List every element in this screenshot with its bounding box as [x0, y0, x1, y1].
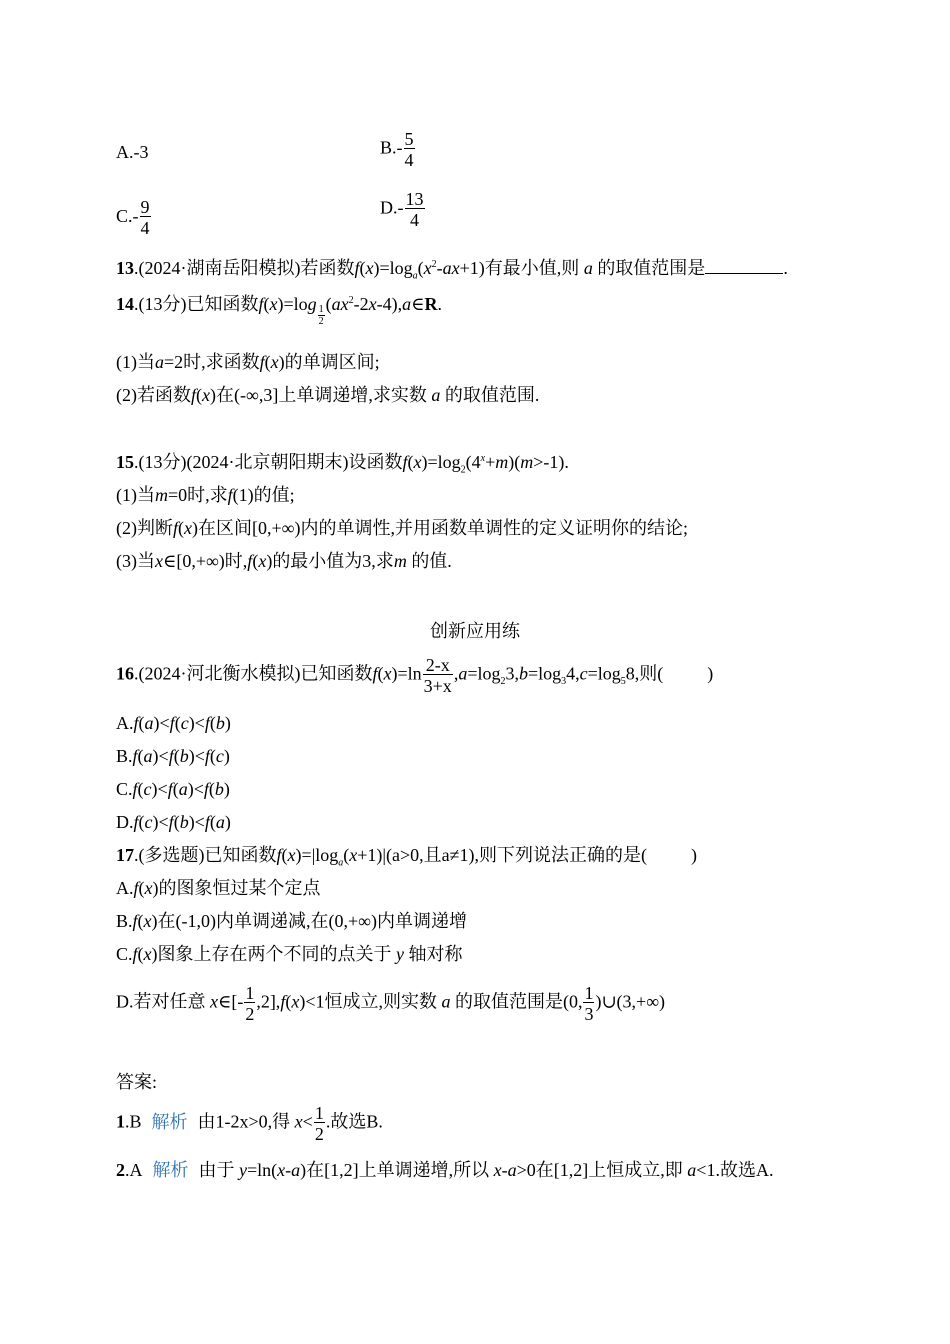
question-14-part-1: (1)当a=2时,求函数f(x)的单调区间; [116, 352, 380, 372]
question-16: 16.(2024·河北衡水模拟)已知函数f(x)=ln $\frac{2-x}{3+x}$ $,a=\log_23,b=\log_34,c=\log_58$,则( ) [116, 655, 714, 696]
question-17: 17.(多选题)已知函数$f(x)=|\log_a(x+1)|(a>0$,且a≠1),则下列说法正确的是( ) [116, 845, 698, 869]
question-15-part-1: (1)当m=0时,求f(1)的值; [116, 485, 295, 505]
analysis-tag: 解析 [151, 1111, 188, 1132]
question-15: 15.(13分)(2024·北京朝阳期末)设函数$f(x)=\log_2(4^x+m)(m>-1)$. [116, 452, 569, 476]
question-14: 14.(13分)已知函数f(x)=log $\frac{1}{2}$ $(ax^2-2x-4),a\in R$. [116, 294, 442, 327]
question-15-part-3: (3)当x∈[0,+∞)时,f(x)的最小值为3,求m 的值. [116, 551, 452, 571]
q17-option-a: A.f(x)的图象恒过某个定点 [116, 878, 321, 898]
answer-blank[interactable] [705, 257, 783, 274]
q16-option-d: D.f(c)<f(b)<f(a) [116, 812, 231, 832]
q16-fraction: $\frac{2-x}{3+x}$ [423, 655, 452, 696]
answer-1: 1.B 解析 由1-2x>0,得 x< $\frac{1}{2}$ .故选B. [116, 1103, 383, 1144]
q17-option-d: D.若对任意 x∈[- $\frac{1}{2}$ ,2],f(x)<1恒成立,则实数 a 的取值范围是(0, $\frac{1}{3}$ )∪(3,+∞) [116, 983, 666, 1024]
q17-option-b: B.f(x)在(-1,0)内单调递减,在(0,+∞)内单调递增 [116, 911, 467, 931]
q12-option-d: D.- $\frac{13}{4}$ [380, 189, 424, 230]
analysis-tag: 解析 [152, 1160, 189, 1180]
q16-option-a: A.f(a)<f(c)<f(b) [116, 713, 231, 733]
q12-option-b: B.- $\frac{5}{4}$ [380, 129, 414, 170]
question-15-part-2: (2)判断f(x)在区间[0,+∞)内的单调性,并用函数单调性的定义证明你的结论; [116, 518, 688, 538]
q12-option-a: A.-3 B.- $\frac{5}{4}$ [116, 129, 414, 170]
question-13: 13.(2024·湖南岳阳模拟)若函数$f(x)=\log_a(x^2-ax+1)$有最小值,则 a 的取值范围是 . [116, 258, 788, 282]
q12-option-c: C.- $\frac{9}{4}$ D.- $\frac{13}{4}$ [116, 189, 424, 238]
q16-option-c: C.f(c)<f(a)<f(b) [116, 779, 230, 799]
answer-2: 2.A 解析 由于 y=ln(x-a)在[1,2]上单调递增,所以 x-a>0在[1,2]上恒成立,即 a<1.故选A. [116, 1160, 774, 1180]
section-title: 创新应用练 [430, 621, 520, 641]
question-14-part-2: (2)若函数f(x)在(-∞,3]上单调递增,求实数 a 的取值范围. [116, 385, 540, 405]
answers-heading: 答案: [116, 1072, 158, 1092]
q17-option-c: C.f(x)图象上存在两个不同的点关于 y 轴对称 [116, 944, 463, 964]
q16-option-b: B.f(a)<f(b)<f(c) [116, 746, 230, 766]
